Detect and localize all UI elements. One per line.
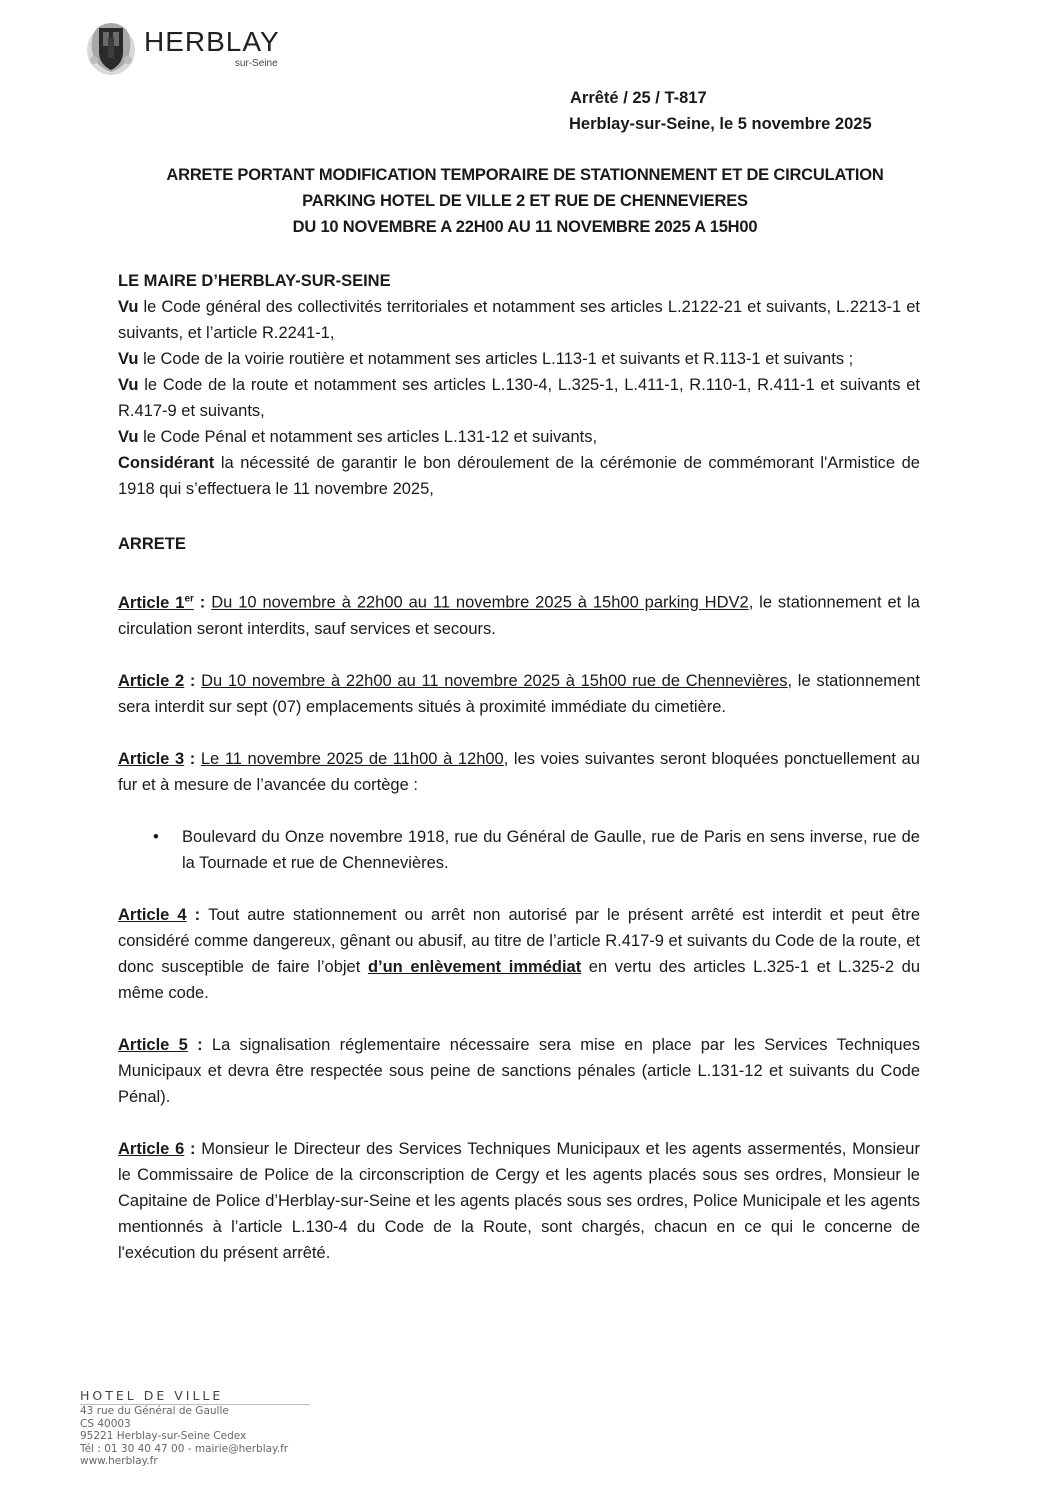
consideration-lead: Vu [118, 376, 139, 394]
article-separator: : [184, 671, 202, 690]
article-text: La signalisation réglementaire nécessaire sera mise en place par les Services Techniques Municipaux et devra être respectée sous peine de sanctions pénales (article L.131-12 et suivants du Code Pénal). [118, 1035, 920, 1106]
city-hall-footer [80, 1388, 400, 1468]
article-text: , le stationnement sera interdit sur sept (07) emplacements situés à proximité immédiate du cimetière. [118, 671, 920, 716]
list-item-text: Boulevard du Onze novembre 1918, rue du Général de Gaulle, rue de Paris en sens inverse, rue de la Tournade et rue de Chennevières. [182, 827, 920, 872]
consideration-4 [118, 424, 920, 450]
article-label: Article 4 [118, 905, 187, 924]
article-label-sup: er [184, 593, 194, 604]
decree-title [110, 162, 940, 240]
consideration-text: le Code Pénal et notamment ses articles L.131-12 et suivants, [138, 428, 598, 446]
article-text: Monsieur le Directeur des Services Techniques Municipaux et les agents assermentés, Monsieur le Commissaire de Police de la circonscription de Cergy et les agents placés sous ses ordres, Monsieur le Capitaine de Police d’Herblay-sur-Seine et les agents placés sous ses ordres, Police Municipale et les agents mentionnés à l’article L.130-4 du Code de la Route, sont chargés, chacun en ce qui le concerne de l'exécution du présent arrêté. [118, 1139, 920, 1262]
consideration-5 [118, 450, 920, 502]
article-separator: : [184, 1139, 202, 1158]
decree-reference-block [570, 85, 872, 137]
footer-address-city: 95221 Herblay-sur-Seine Cedex [80, 1430, 247, 1442]
article-3 [118, 746, 920, 798]
article-label: Article 6 [118, 1139, 185, 1158]
article-separator: : [193, 593, 212, 612]
article-separator: : [186, 905, 209, 924]
logo-name: HERBLAY [144, 26, 280, 57]
article-text: , les voies suivantes seront bloquées ponctuellement au fur et à mesure de l’avancée du cortège : [118, 749, 920, 794]
article-text-end: en vertu des articles L.325-1 et L.325-2 du même code. [118, 957, 920, 1002]
article-label: Article 2 [118, 671, 185, 690]
article-separator: : [187, 1035, 212, 1054]
place-and-date: Herblay-sur-Seine, le 5 novembre 2025 [569, 115, 872, 133]
article-text: , le stationnement et la circulation seront interdits, sauf services et secours. [118, 593, 920, 638]
list-item [153, 824, 920, 876]
article-period: Du 10 novembre à 22h00 au 11 novembre 2025 à 15h00 rue de Chennevières [201, 671, 788, 690]
authority-heading: LE MAIRE D’HERBLAY-SUR-SEINE [118, 272, 391, 290]
article-6 [118, 1136, 920, 1266]
article-4 [118, 902, 920, 1006]
consideration-lead: Vu [118, 428, 139, 446]
article-period: Le 11 novembre 2025 de 11h00 à 12h00 [200, 749, 504, 768]
article-text: Tout autre stationnement ou arrêt non autorisé par le présent arrêté est interdit et peut être considéré comme dangereux, gênant ou abusif, au titre de l’article R.417-9 et suivants du Code de la route, et donc susceptible de faire l’objet [118, 905, 920, 976]
article-separator: : [184, 749, 201, 768]
footer-contact: Tél : 01 30 40 47 00 - mairie@herblay.fr [80, 1442, 289, 1455]
city-logo [86, 20, 280, 80]
consideration-lead: Considérant [118, 454, 215, 472]
consideration-text: le Code de la voirie routière et notamment ses articles L.113-1 et suivants et R.113-1 et suivants ; [138, 350, 854, 368]
title-line-2: PARKING HOTEL DE VILLE 2 ET RUE DE CHENNEVIERES [302, 192, 748, 210]
article-5 [118, 1032, 920, 1110]
footer-website: www.herblay.fr [80, 1455, 158, 1467]
article-label: Article 5 [118, 1035, 188, 1054]
decree-body [118, 268, 920, 1266]
consideration-lead: Vu [118, 298, 139, 316]
consideration-text: la nécessité de garantir le bon déroulement de la cérémonie de commémorant l'Armistice de 1918 qui s’effectuera le 11 novembre 2025, [118, 454, 920, 498]
article-label: Article 3 [118, 749, 185, 768]
consideration-1 [118, 294, 920, 346]
title-line-1: ARRETE PORTANT MODIFICATION TEMPORAIRE DE STATIONNEMENT ET DE CIRCULATION [166, 166, 884, 184]
article-1 [118, 586, 920, 642]
article-period: Du 10 novembre à 22h00 au 11 novembre 2025 à 15h00 parking HDV2 [211, 593, 749, 612]
article-2 [118, 668, 920, 720]
consideration-lead: Vu [118, 350, 139, 368]
article-label [118, 594, 194, 612]
logo-subtitle: sur-Seine [234, 58, 278, 69]
decision-heading: ARRETE [118, 535, 186, 553]
footer-heading: HOTEL DE VILLE [80, 1388, 310, 1405]
consideration-text: le Code de la route et notamment ses articles L.130-4, L.325-1, L.411-1, R.110-1, R.411-1 et suivants et R.417-9 et suivants, [118, 376, 920, 420]
blocked-streets-list [118, 824, 920, 876]
footer-address-street: 43 rue du Général de Gaulle [80, 1405, 229, 1417]
decree-number: Arrêté / 25 / T-817 [570, 89, 707, 107]
article-label-text: Article 1 [118, 593, 185, 612]
title-line-3: DU 10 NOVEMBRE A 22H00 AU 11 NOVEMBRE 2025 A 15H00 [292, 218, 758, 236]
city-crest-icon [86, 20, 136, 76]
consideration-3 [118, 372, 920, 424]
footer-address-cs: CS 40003 [80, 1417, 131, 1430]
article-emphasis: d’un enlèvement immédiat [367, 957, 582, 976]
consideration-text: le Code général des collectivités territoriales et notamment ses articles L.2122-21 et suivants, L.2213-1 et suivants, et l’article R.2241-1, [118, 298, 920, 342]
bullet-icon: • [153, 827, 159, 846]
consideration-2 [118, 346, 920, 372]
